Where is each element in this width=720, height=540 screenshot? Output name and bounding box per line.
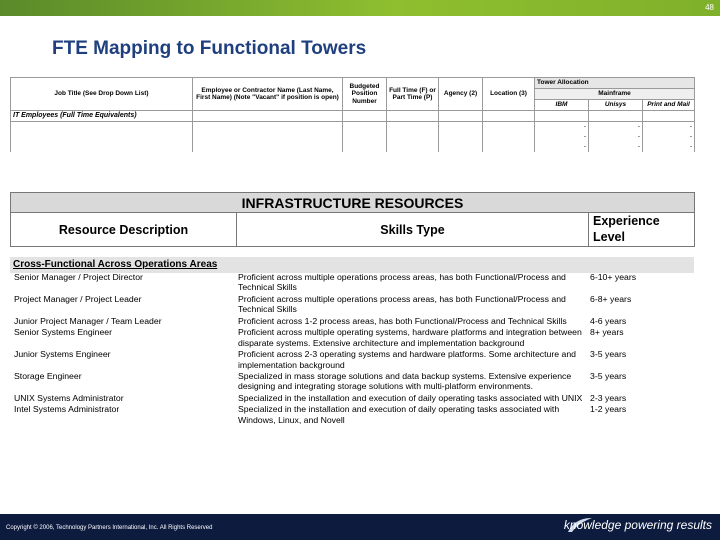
row-role: Junior Systems Engineer [14,349,111,360]
row-experience: 1-2 years [590,404,627,415]
cell-ibm: - [535,122,589,133]
cell-ibm: - [535,142,589,152]
row-experience: 6-8+ years [590,293,632,304]
table-row [13,349,695,371]
row-skills: Specialized in the installation and execution of daily operating tasks associated with Windows, Linux, and Novell [238,404,560,425]
row-experience: 3-5 years [590,349,627,360]
col-header-fulltime: Full Time (F) or Part Time (P) [387,78,439,111]
table-row [13,393,695,404]
row-role: Intel Systems Administrator [14,404,120,415]
row-skills: Proficient across multiple operating systems, hardware platforms and integration between disparate systems. Extensive architecture and implementation background [238,327,582,348]
row-role: Senior Systems Engineer [14,327,113,338]
row-experience: 8+ years [590,327,624,338]
row-experience: 3-5 years [590,370,627,381]
row-skills: Proficient across multiple operations process areas, has both Functional/Process and Technical Skills [238,293,566,315]
section-title: Cross-Functional Across Operations Areas [13,259,218,270]
cell-print-mail: - [643,122,695,133]
row-skills: Specialized in mass storage solutions and data backup systems. Extensive experience designing and integrating storage solutions with multi-platform environments. [238,370,572,392]
col-header-unisys: Unisys [589,100,643,111]
mainframe-header: Mainframe [535,89,695,100]
row-role: Junior Project Manager / Team Leader [14,315,162,326]
fte-spreadsheet [10,77,695,152]
col-header-budget: Budgeted Position Number [343,78,387,111]
row-skills: Proficient across multiple operations process areas, has both Functional/Process and Technical Skills [238,272,566,293]
row-experience: 2-3 years [590,392,627,403]
cell-unisys: - [589,122,643,133]
col-header-employee: Employee or Contractor Name (Last Name, First Name) (Note "Vacant" if position is open) [193,78,343,111]
row-role: UNIX Systems Administrator [14,392,124,403]
row-skills: Proficient across 1-2 process areas, has both Functional/Process and Technical Skills [238,315,567,326]
cell-ibm: - [535,132,589,142]
cell-print-mail: - [643,142,695,152]
resource-list [13,272,695,426]
tagline: knowledge powering results [563,518,712,532]
col-header-print-mail: Print and Mail [643,100,695,111]
page-title: FTE Mapping to Functional Towers [52,38,367,59]
tower-allocation-header: Tower Allocation [535,78,695,89]
table-row [13,327,695,349]
col-header-job-title: Job Title (See Drop Down List) [11,78,193,111]
row-skills: Specialized in the installation and execution of daily operating tasks associated with UNIX [238,392,583,403]
row-role: Project Manager / Project Leader [14,293,142,304]
table-row [13,404,695,426]
table-row [13,294,695,316]
col-header-resource-description: Resource Description [11,213,237,247]
col-header-ibm: IBM [535,100,589,111]
page-number: 48 [705,3,714,12]
row-experience: 6-10+ years [590,272,637,282]
table-row [13,316,695,327]
col-header-agency: Agency (2) [439,78,483,111]
table-row [13,371,695,393]
table-row [13,272,695,294]
top-accent-bar [0,0,720,16]
infrastructure-header-table [10,192,695,247]
row-role: Senior Manager / Project Director [14,272,143,282]
cell-print-mail: - [643,132,695,142]
col-header-location: Location (3) [483,78,535,111]
cell-unisys: - [589,132,643,142]
infrastructure-banner: INFRASTRUCTURE RESOURCES [11,193,695,213]
cell-unisys: - [589,142,643,152]
row-role: Storage Engineer [14,370,82,381]
row-experience: 4-6 years [590,315,627,326]
col-header-skills-type: Skills Type [237,213,589,247]
row-skills: Proficient across 2-3 operating systems and hardware platforms. Some architecture and implementation background [238,349,577,370]
row-label-it-employees: IT Employees (Full Time Equivalents) [11,111,193,122]
copyright-text: Copyright © 2006, Technology Partners International, Inc. All Rights Reserved [6,525,213,531]
col-header-experience-level: Experience Level [589,213,695,247]
